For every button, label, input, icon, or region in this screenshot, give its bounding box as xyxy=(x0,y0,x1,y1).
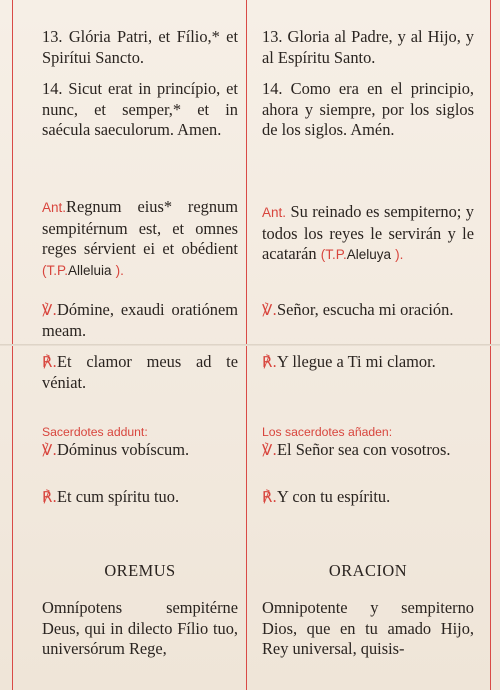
response-symbol: ℟. xyxy=(42,488,58,506)
tp-word: Alleluia xyxy=(68,262,112,278)
versicle-text: Dómine, exaudi oratiónem meam. xyxy=(42,300,238,340)
response-text: Y con tu espíritu. xyxy=(277,487,391,506)
antiphon-label: Ant. xyxy=(42,200,67,215)
latin-sicut: 14. Sicut erat in princípio, et nunc, et semper,* et in saécula saeculorum. Amen. xyxy=(42,79,238,139)
latin-antiphon xyxy=(42,197,238,281)
spanish-response xyxy=(262,352,474,373)
spanish-versicle-2 xyxy=(262,440,474,461)
spanish-antiphon xyxy=(262,202,474,266)
versicle-symbol: ℣. xyxy=(42,441,58,459)
spanish-gloria: 13. Gloria al Padre, y al Hijo, y al Espíritu Santo. xyxy=(262,27,474,67)
antiphon-text: Su reinado es sempiterno; y todos los reyes le servirán y le acatarán xyxy=(262,202,474,263)
tp-close: ). xyxy=(115,262,124,278)
tp-open: (T.P. xyxy=(320,247,347,262)
tp-word: Aleluya xyxy=(346,247,391,262)
response-text: Y llegue a Ti mi clamor. xyxy=(277,352,436,371)
spanish-prayer: Omnipotente y sempiterno Dios, que en tu amado Hijo, Rey universal, quisis- xyxy=(262,598,474,658)
tp-close: ). xyxy=(395,247,404,262)
antiphon-label: Ant. xyxy=(262,205,287,220)
latin-response xyxy=(42,352,238,393)
versicle-symbol: ℣. xyxy=(262,301,278,319)
latin-versicle xyxy=(42,300,238,341)
spanish-response-2 xyxy=(262,487,474,508)
response-text: Et cum spíritu tuo. xyxy=(57,487,180,506)
latin-versicle-2 xyxy=(42,440,238,461)
response-symbol: ℟. xyxy=(262,488,278,506)
latin-prayer: Omnípotens sempitérne Deus, qui in dilecto Fílio tuo, universórum Rege, xyxy=(42,598,238,658)
spanish-rubric: Los sacerdotes añaden: xyxy=(262,425,393,439)
spanish-heading: ORACION xyxy=(328,561,408,580)
latin-gloria: 13. Glória Patri, et Fílio,* et Spirítui Sancto. xyxy=(42,27,238,67)
response-text: Et clamor meus ad te véniat. xyxy=(42,352,238,392)
antiphon-text: Regnum eius* regnum sempitérnum est, et omnes reges sérvient ei et obédient xyxy=(42,197,238,258)
versicle-text: Señor, escucha mi oración. xyxy=(277,300,454,319)
versicle-text: El Señor sea con vosotros. xyxy=(277,440,451,459)
spanish-sicut: 14. Como era en el principio, ahora y siempre, por los siglos de los siglos. Amén. xyxy=(262,79,474,139)
response-symbol: ℟. xyxy=(42,353,58,371)
spanish-versicle xyxy=(262,300,474,321)
paper-fold-line xyxy=(0,344,500,346)
versicle-symbol: ℣. xyxy=(262,441,278,459)
latin-rubric: Sacerdotes addunt: xyxy=(42,425,148,439)
versicle-text: Dóminus vobíscum. xyxy=(57,440,190,459)
latin-response-2 xyxy=(42,487,238,508)
tp-open: (T.P. xyxy=(42,262,69,278)
versicle-symbol: ℣. xyxy=(42,301,58,319)
response-symbol: ℟. xyxy=(262,353,278,371)
latin-heading: OREMUS xyxy=(104,561,176,580)
